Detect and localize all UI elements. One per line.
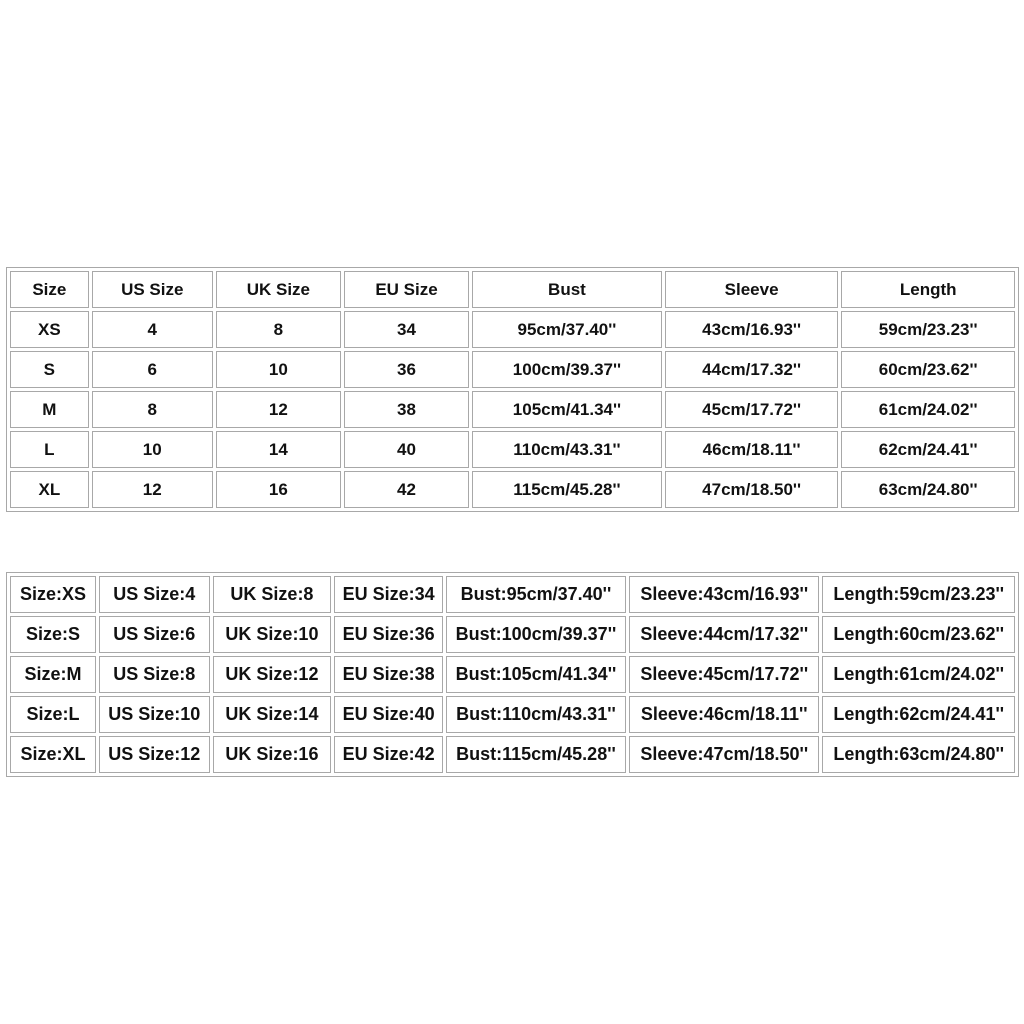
table-cell: 95cm/37.40'' [472,311,662,348]
table-cell: 16 [216,471,341,508]
table-cell: EU Size:38 [334,656,443,693]
table-cell: US Size:10 [99,696,210,733]
table-cell: 47cm/18.50'' [665,471,839,508]
table-cell: EU Size:34 [334,576,443,613]
table-cell: US Size:8 [99,656,210,693]
table-cell: 105cm/41.34'' [472,391,662,428]
table-cell: Size:S [10,616,96,653]
size-chart-table [6,267,1019,512]
table-cell: Size:XS [10,576,96,613]
header-cell: Sleeve [665,271,839,308]
table-cell: US Size:6 [99,616,210,653]
table-cell: 110cm/43.31'' [472,431,662,468]
header-cell: Length [841,271,1015,308]
table-cell: 42 [344,471,469,508]
table-cell: UK Size:8 [213,576,332,613]
table-cell: 14 [216,431,341,468]
table-cell: 100cm/39.37'' [472,351,662,388]
table-cell: Sleeve:43cm/16.93'' [629,576,819,613]
table-row [10,656,1015,693]
table-cell: 46cm/18.11'' [665,431,839,468]
table-cell: Length:59cm/23.23'' [822,576,1015,613]
table-cell: 63cm/24.80'' [841,471,1015,508]
table-row [10,431,1015,468]
table-cell: Bust:110cm/43.31'' [446,696,626,733]
table-cell: M [10,391,89,428]
table-cell: Sleeve:47cm/18.50'' [629,736,819,773]
header-cell: UK Size [216,271,341,308]
table-cell: UK Size:12 [213,656,332,693]
header-cell: Size [10,271,89,308]
table-cell: 38 [344,391,469,428]
table-cell: Bust:105cm/41.34'' [446,656,626,693]
table-cell: US Size:12 [99,736,210,773]
table-row [10,736,1015,773]
table-cell: Length:61cm/24.02'' [822,656,1015,693]
table-row [10,576,1015,613]
table-cell: UK Size:14 [213,696,332,733]
table-cell: 12 [92,471,213,508]
table-cell: 43cm/16.93'' [665,311,839,348]
table-row [10,616,1015,653]
table-cell: L [10,431,89,468]
table-row [10,311,1015,348]
table-header-row [10,271,1015,308]
table-row [10,351,1015,388]
table-cell: 45cm/17.72'' [665,391,839,428]
table-cell: 59cm/23.23'' [841,311,1015,348]
table-cell: 36 [344,351,469,388]
table-cell: 44cm/17.32'' [665,351,839,388]
table-cell: UK Size:10 [213,616,332,653]
table-cell: 10 [92,431,213,468]
table-row [10,391,1015,428]
table-cell: UK Size:16 [213,736,332,773]
table-cell: 4 [92,311,213,348]
table-cell: EU Size:42 [334,736,443,773]
table-cell: Length:63cm/24.80'' [822,736,1015,773]
table-cell: 115cm/45.28'' [472,471,662,508]
table-cell: 60cm/23.62'' [841,351,1015,388]
table-cell: 10 [216,351,341,388]
table-cell: 12 [216,391,341,428]
table-cell: 34 [344,311,469,348]
size-chart-inline-table [6,572,1019,777]
table-cell: Bust:100cm/39.37'' [446,616,626,653]
table-cell: 8 [92,391,213,428]
table-cell: S [10,351,89,388]
table-cell: EU Size:40 [334,696,443,733]
table-cell: Sleeve:44cm/17.32'' [629,616,819,653]
header-cell: US Size [92,271,213,308]
table-cell: US Size:4 [99,576,210,613]
table-cell: Size:XL [10,736,96,773]
table-cell: Size:M [10,656,96,693]
table-cell: Length:60cm/23.62'' [822,616,1015,653]
table-cell: 62cm/24.41'' [841,431,1015,468]
table-cell: 61cm/24.02'' [841,391,1015,428]
table-row [10,471,1015,508]
table-cell: Bust:95cm/37.40'' [446,576,626,613]
header-cell: Bust [472,271,662,308]
table-cell: 6 [92,351,213,388]
table-cell: XL [10,471,89,508]
table-cell: Sleeve:46cm/18.11'' [629,696,819,733]
table-cell: EU Size:36 [334,616,443,653]
table-cell: 8 [216,311,341,348]
table-cell: Size:L [10,696,96,733]
header-cell: EU Size [344,271,469,308]
table-cell: Bust:115cm/45.28'' [446,736,626,773]
table-row [10,696,1015,733]
table-cell: Length:62cm/24.41'' [822,696,1015,733]
table-cell: 40 [344,431,469,468]
table-cell: XS [10,311,89,348]
table-cell: Sleeve:45cm/17.72'' [629,656,819,693]
